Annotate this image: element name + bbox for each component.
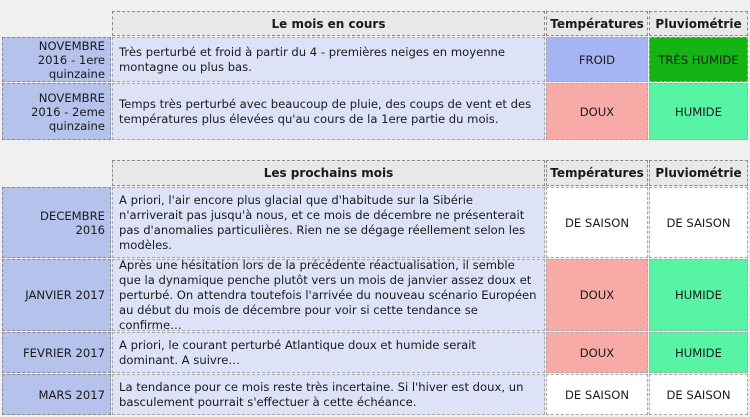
period-label: DECEMBRE 2016 (2, 187, 111, 258)
period-description: A priori, le courant perturbé Atlantique doux et humide serait dominant. A suivre… (112, 332, 545, 373)
temperature-badge: FROID (546, 37, 648, 82)
upcoming-rain-header: Pluviométrie (649, 160, 748, 186)
temperature-badge: DE SAISON (546, 187, 648, 258)
rain-badge: TRÈS HUMIDE (649, 37, 748, 82)
period-label: FEVRIER 2017 (2, 332, 111, 373)
rain-badge: DE SAISON (649, 187, 748, 258)
period-label: NOVEMBRE 2016 - 1ere quinzaine (2, 37, 111, 82)
temperature-badge: DE SAISON (546, 374, 648, 415)
current-rain-header: Pluviométrie (649, 11, 748, 36)
period-label: JANVIER 2017 (2, 259, 111, 331)
rain-badge: HUMIDE (649, 259, 748, 331)
period-description: A priori, l'air encore plus glacial que d'habitude sur la Sibérie n'arriverait pas jusqu'à nous, et ce mois de décembre ne présenterait pas d'anomalies particulières. Rien ne se dégage réellement selon les modèles. (112, 187, 545, 258)
temperature-badge: DOUX (546, 83, 648, 140)
temperature-badge: DOUX (546, 332, 648, 373)
upcoming-temperatures-header: Températures (546, 160, 648, 186)
rain-badge: DE SAISON (649, 374, 748, 415)
rain-badge: HUMIDE (649, 332, 748, 373)
period-label: MARS 2017 (2, 374, 111, 415)
period-description: Après une hésitation lors de la précédente réactualisation, il semble que la dynamique penche plutôt vers un mois de janvier assez doux et perturbé. On attendra toutefois l'arrivée du nouveau scénario Européen au début du mois de décembre pour voir si cette tendance se confirme… (112, 259, 545, 331)
current-temperatures-header: Températures (546, 11, 648, 36)
period-description: La tendance pour ce mois reste très incertaine. Si l'hiver est doux, un basculement pourrait s'effectuer à cette échéance. (112, 374, 545, 415)
period-description: Très perturbé et froid à partir du 4 - premières neiges en moyenne montagne ou plus bas. (112, 37, 545, 82)
upcoming-months-header: Les prochains mois (112, 160, 545, 186)
period-label: NOVEMBRE 2016 - 2eme quinzaine (2, 83, 111, 140)
rain-badge: HUMIDE (649, 83, 748, 140)
current-month-header: Le mois en cours (112, 11, 545, 36)
temperature-badge: DOUX (546, 259, 648, 331)
period-description: Temps très perturbé avec beaucoup de pluie, des coups de vent et des températures plus élevées qu'au cours de la 1ere partie du mois. (112, 83, 545, 140)
